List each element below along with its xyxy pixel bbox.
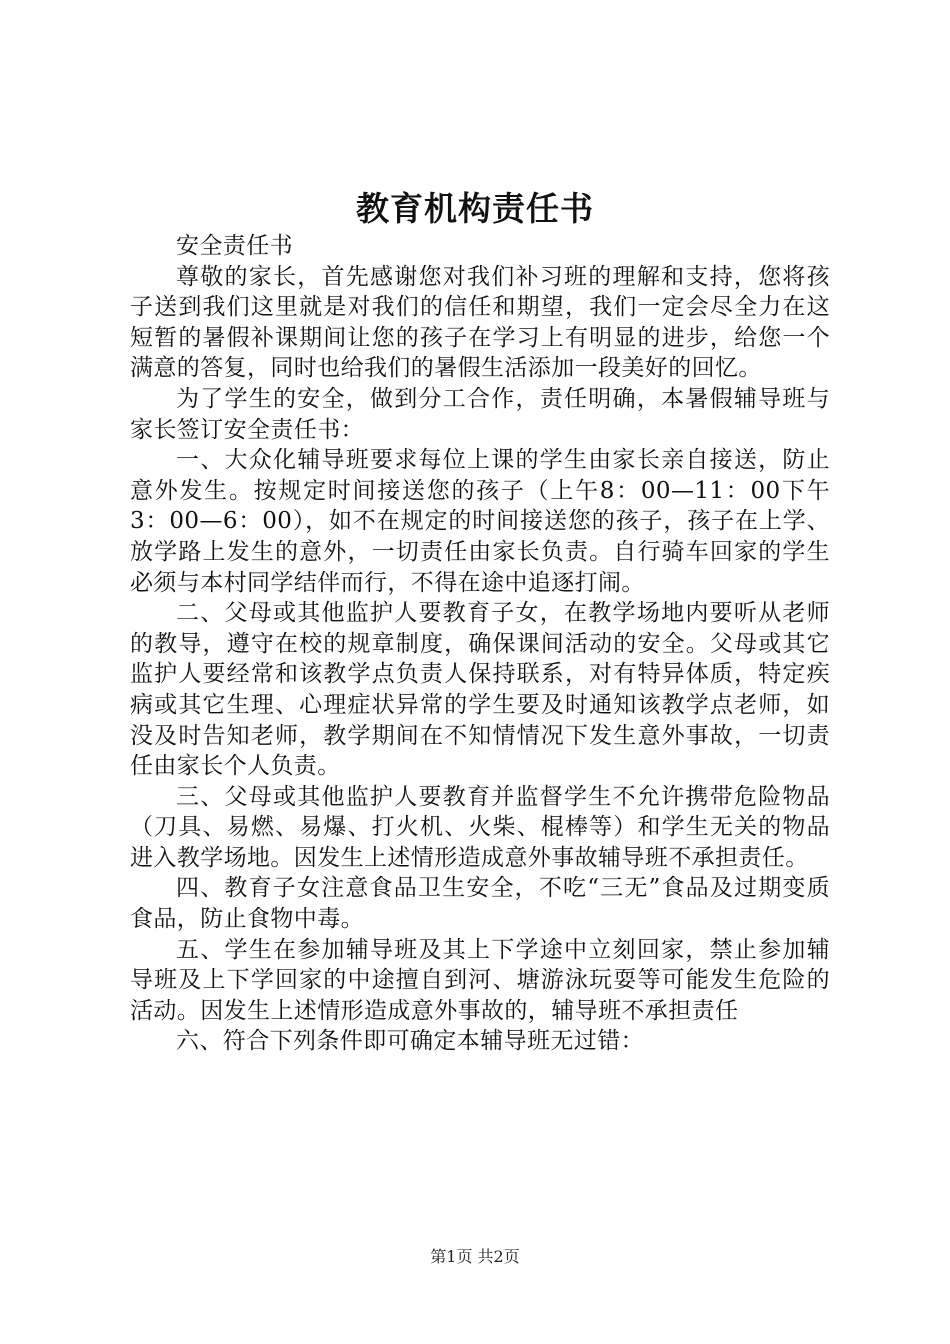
clause-3-paragraph: 三、父母或其他监护人要教育并监督学生不允许携带危险物品（刀具、易燃、易爆、打火机、火柴、棍棒等）和学生无关的物品进入教学场地。因发生上述情形造成意外事故辅导班不承担责任。 [130,783,830,871]
clause-5-paragraph: 五、学生在参加辅导班及其上下学途中立刻回家，禁止参加辅导班及上下学回家的中途擅自到河、塘游泳玩耍等可能发生危险的活动。因发生上述情形造成意外事故的，辅导班不承担责任 [130,936,830,1024]
clause-2-paragraph: 二、父母或其他监护人要教育子女，在教学场地内要听从老师的教导，遵守在校的规章制度，确保课间活动的安全。父母或其它监护人要经常和该教学点负责人保持联系，对有特异体质，特定疾病或其它生理、心理症状异常的学生要及时通知该教学点老师，如没及时告知老师，教学期间在不知情情况下发生意外事故，一切责任由家长个人负责。 [130,600,830,780]
clause-4-paragraph: 四、教育子女注意食品卫生安全，不吃“三无”食品及过期变质食品，防止食物中毒。 [130,875,830,933]
clause-6-paragraph: 六、符合下列条件即可确定本辅导班无过错： [176,1028,644,1055]
greeting-paragraph: 尊敬的家长，首先感谢您对我们补习班的理解和支持，您将孩子送到我们这里就是对我们的信任和期望，我们一定会尽全力在这短暂的暑假补课期间让您的孩子在学习上有明显的进步，给您一个满意的答复，同时也给我们的暑假生活添加一段美好的回忆。 [130,263,830,382]
subtitle-paragraph: 安全责任书 [176,233,293,259]
clause-1-paragraph: 一、大众化辅导班要求每位上课的学生由家长亲自接送，防止意外发生。按规定时间接送您的孩子（上午8：00—11：00下午3：00—6：00），如不在规定的时间接送您的孩子，孩子在上学、放学路上发生的意外，一切责任由家长负责。自行骑车回家的学生必须与本村同学结伴而行，不得在途中追逐打闹。 [130,447,830,596]
document-title: 教育机构责任书 [356,189,594,228]
document-body [130,231,830,1057]
page-footer: 第1页 共2页 [430,1247,520,1266]
intro-paragraph: 为了学生的安全，做到分工合作，责任明确，本暑假辅导班与家长签订安全责任书： [130,385,830,443]
